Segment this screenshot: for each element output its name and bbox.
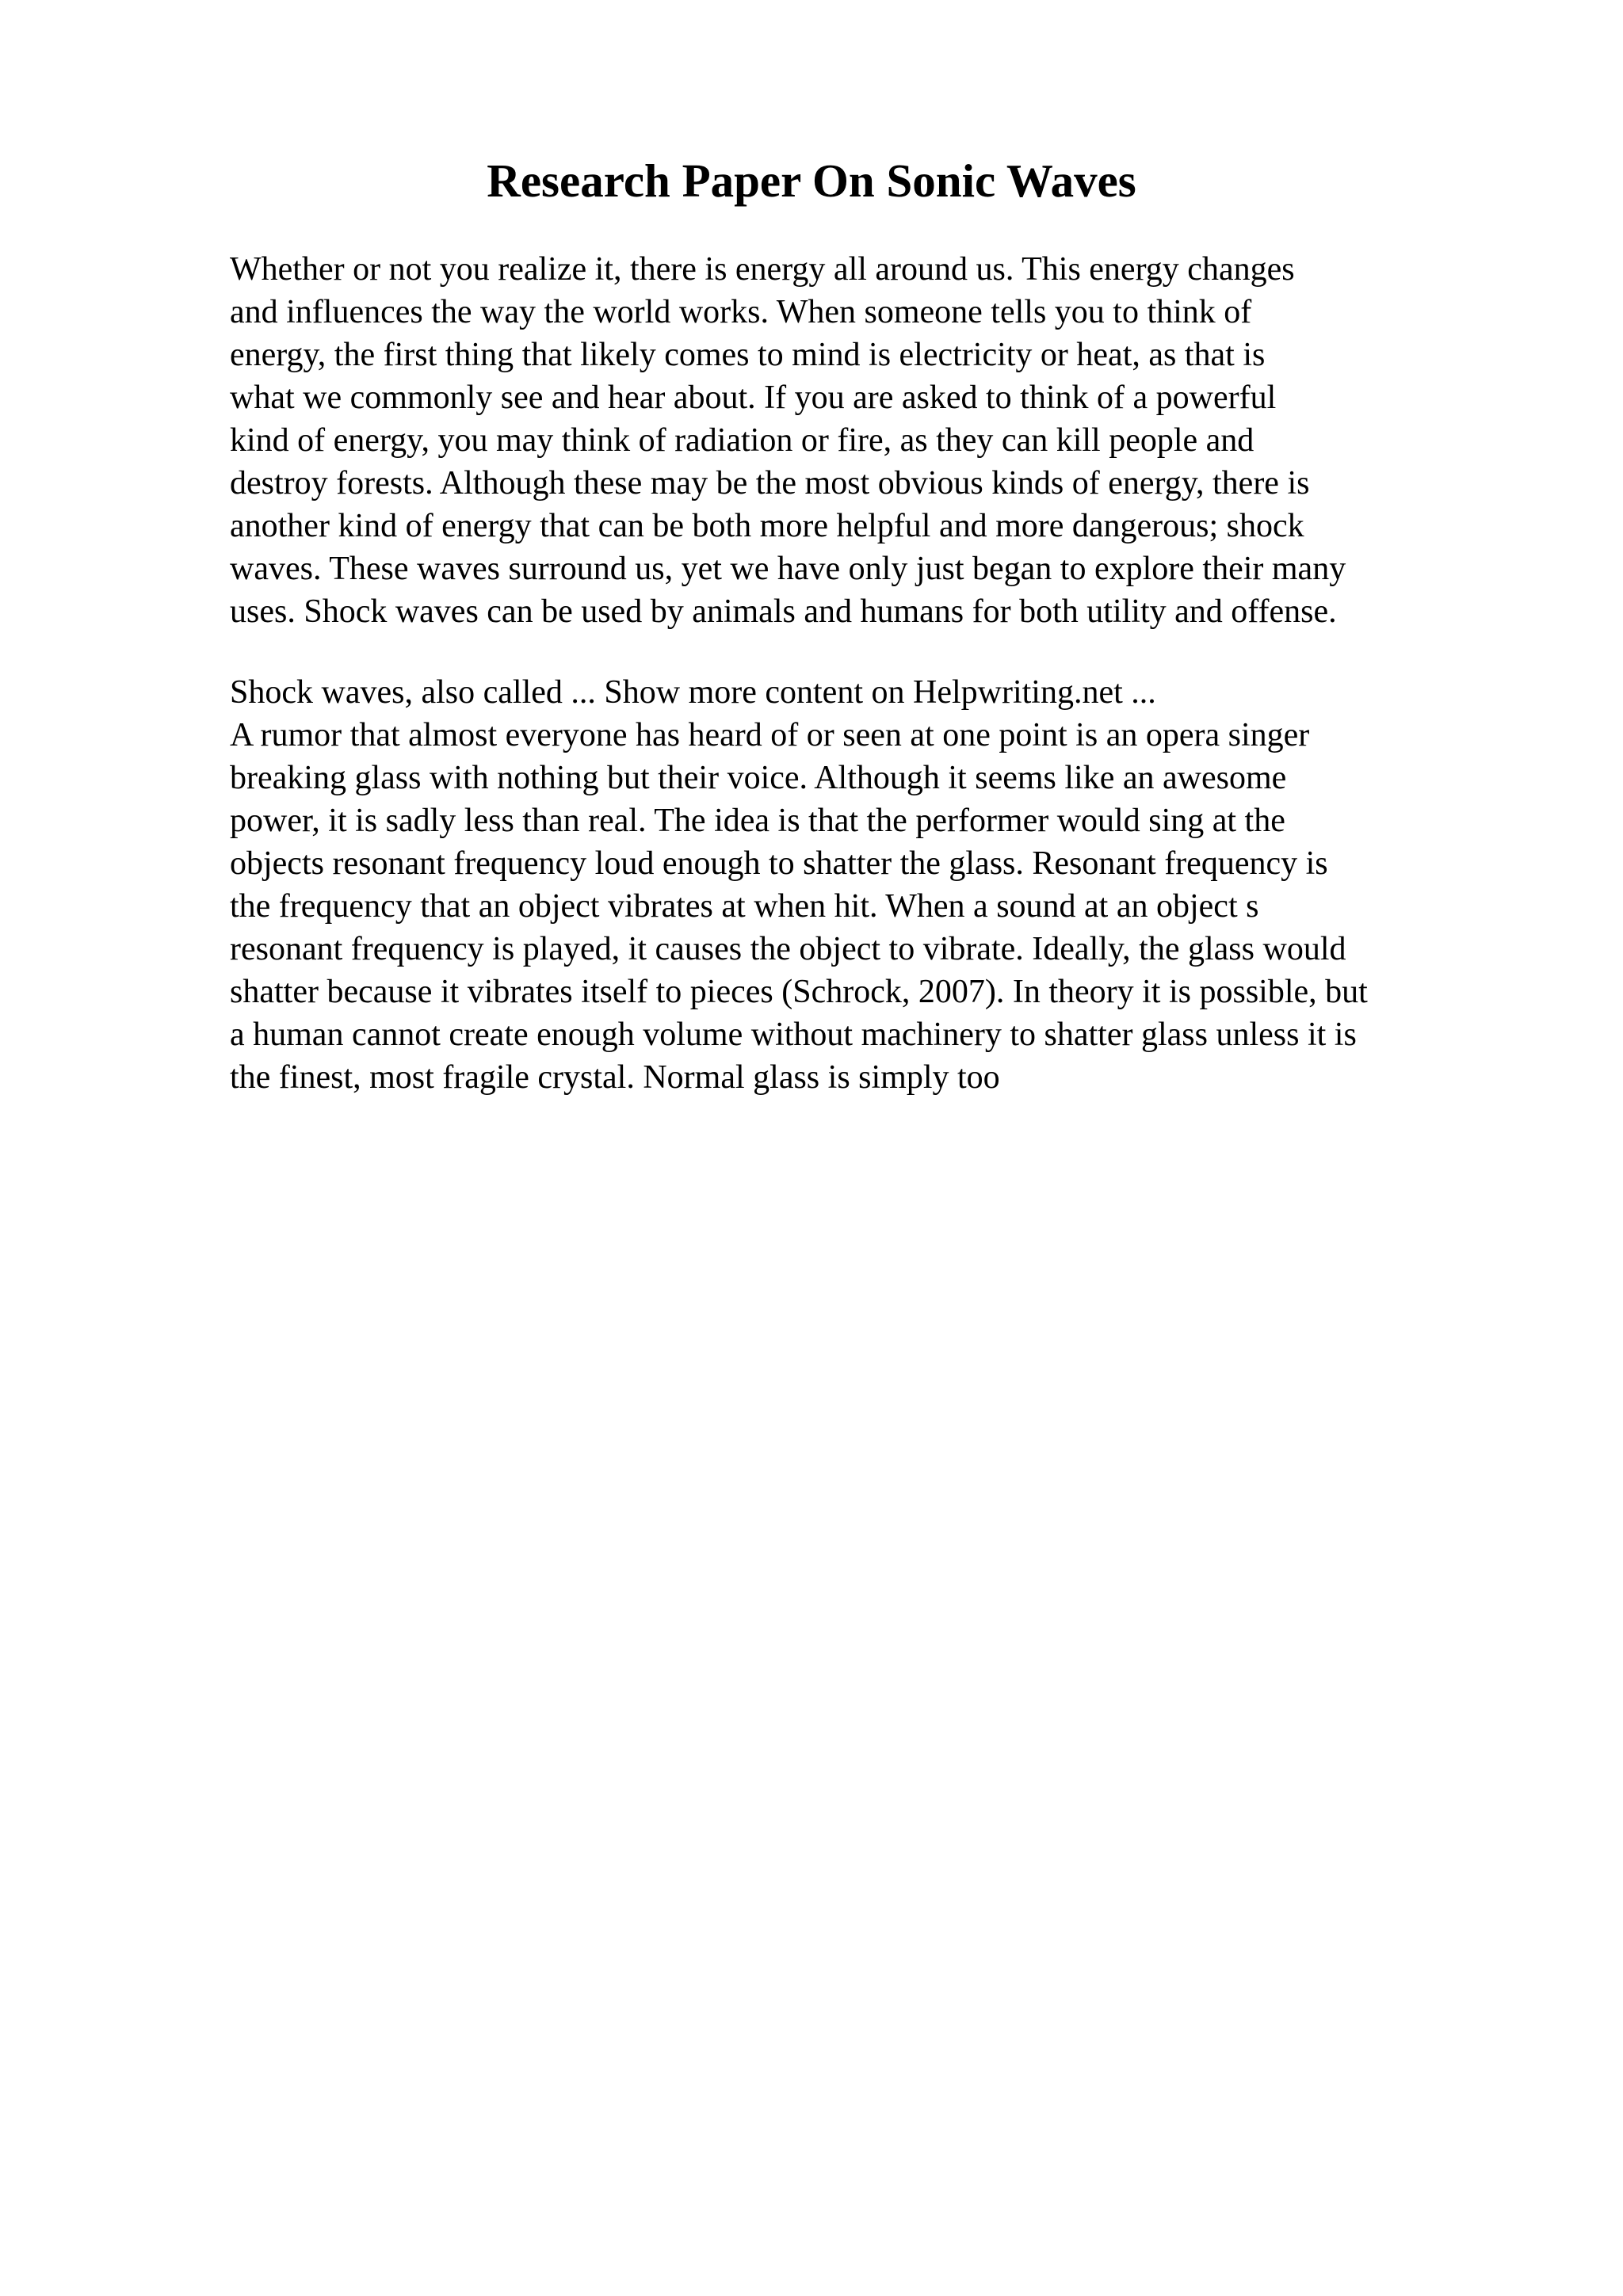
text-line: energy, the first thing that likely comes to mind is electricity or heat, as that is bbox=[230, 337, 1266, 373]
text-line: shatter because it vibrates itself to pieces (Schrock, 2007). In theory it is possible, but bbox=[230, 974, 1368, 1010]
text-line: Shock waves, also called ... Show more content on Helpwriting.net ... bbox=[230, 674, 1156, 711]
text-line: the frequency that an object vibrates at when hit. When a sound at an object s bbox=[230, 888, 1259, 925]
text-line: Whether or not you realize it, there is energy all around us. This energy changes bbox=[230, 251, 1295, 288]
text-line: kind of energy, you may think of radiation or fire, as they can kill people and bbox=[230, 422, 1254, 459]
text-line: A rumor that almost everyone has heard of or seen at one point is an opera singer bbox=[230, 717, 1310, 753]
text-line: breaking glass with nothing but their voice. Although it seems like an awesome bbox=[230, 760, 1287, 796]
text-line: resonant frequency is played, it causes the object to vibrate. Ideally, the glass would bbox=[230, 931, 1346, 967]
text-line: power, it is sadly less than real. The idea is that the performer would sing at the bbox=[230, 803, 1285, 839]
paragraph-show-more bbox=[230, 671, 1545, 714]
text-line: uses. Shock waves can be used by animals and humans for both utility and offense. bbox=[230, 593, 1337, 630]
text-line: what we commonly see and hear about. If you are asked to think of a powerful bbox=[230, 379, 1277, 416]
page-title: Research Paper On Sonic Waves bbox=[487, 154, 1136, 207]
paragraph-intro bbox=[230, 248, 1545, 633]
text-line: destroy forests. Although these may be the most obvious kinds of energy, there is bbox=[230, 465, 1310, 502]
text-line: and influences the way the world works. When someone tells you to think of bbox=[230, 294, 1252, 330]
text-line: another kind of energy that can be both more helpful and more dangerous; shock bbox=[230, 508, 1304, 544]
text-line: waves. These waves surround us, yet we have only just began to explore their many bbox=[230, 551, 1346, 587]
text-line: a human cannot create enough volume without machinery to shatter glass unless it is bbox=[230, 1016, 1357, 1053]
text-line: the finest, most fragile crystal. Normal glass is simply too bbox=[230, 1059, 1000, 1096]
text-line: objects resonant frequency loud enough to shatter the glass. Resonant frequency is bbox=[230, 845, 1328, 882]
paragraph-opera-singer bbox=[230, 714, 1545, 1099]
